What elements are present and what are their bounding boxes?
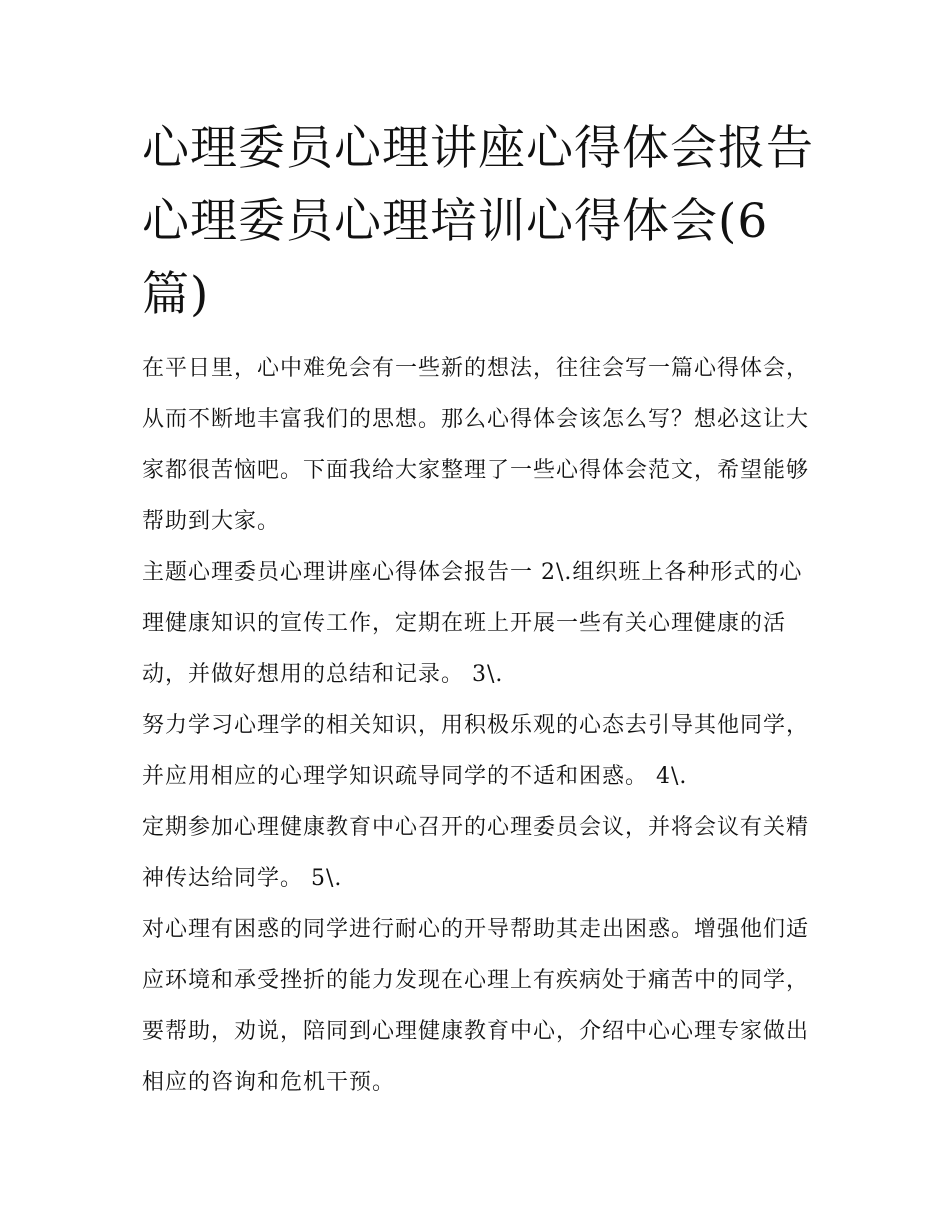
paragraph-item-5: 对心理有困惑的同学进行耐心的开导帮助其走出困惑。增强他们适应环境和承受挫折的能力发现在心理上有疾病处于痛苦中的同学，要帮助，劝说，陪同到心理健康教育中心，介绍中心心理专家做出相应的咨询和危机干预。 — [142, 917, 810, 1095]
document-title: 心理委员心理讲座心得体会报告 心理委员心理培训心得体会(6篇) — [142, 121, 814, 322]
document-page — [142, 112, 814, 1108]
paragraph-item-4: 定期参加心理健康教育中心召开的心理委员会议，并将会议有关精神传达给同学。 5\. — [142, 815, 810, 891]
paragraph-item-3: 努力学习心理学的相关知识，用积极乐观的心态去引导其他同学，并应用相应的心理学知识疏导同学的不适和困惑。 4\. — [142, 713, 810, 789]
paragraph-intro: 在平日里，心中难免会有一些新的想法，往往会写一篇心得体会，从而不断地丰富我们的思想。那么心得体会该怎么写？想必这让大家都很苦恼吧。下面我给大家整理了一些心得体会范文，希望能够帮助到大家。 — [142, 356, 810, 534]
document-body — [142, 343, 814, 1108]
paragraph-item-2: 主题心理委员心理讲座心得体会报告一 2\.组织班上各种形式的心理健康知识的宣传工作，定期在班上开展一些有关心理健康的活动，并做好想用的总结和记录。 3\. — [142, 560, 803, 687]
